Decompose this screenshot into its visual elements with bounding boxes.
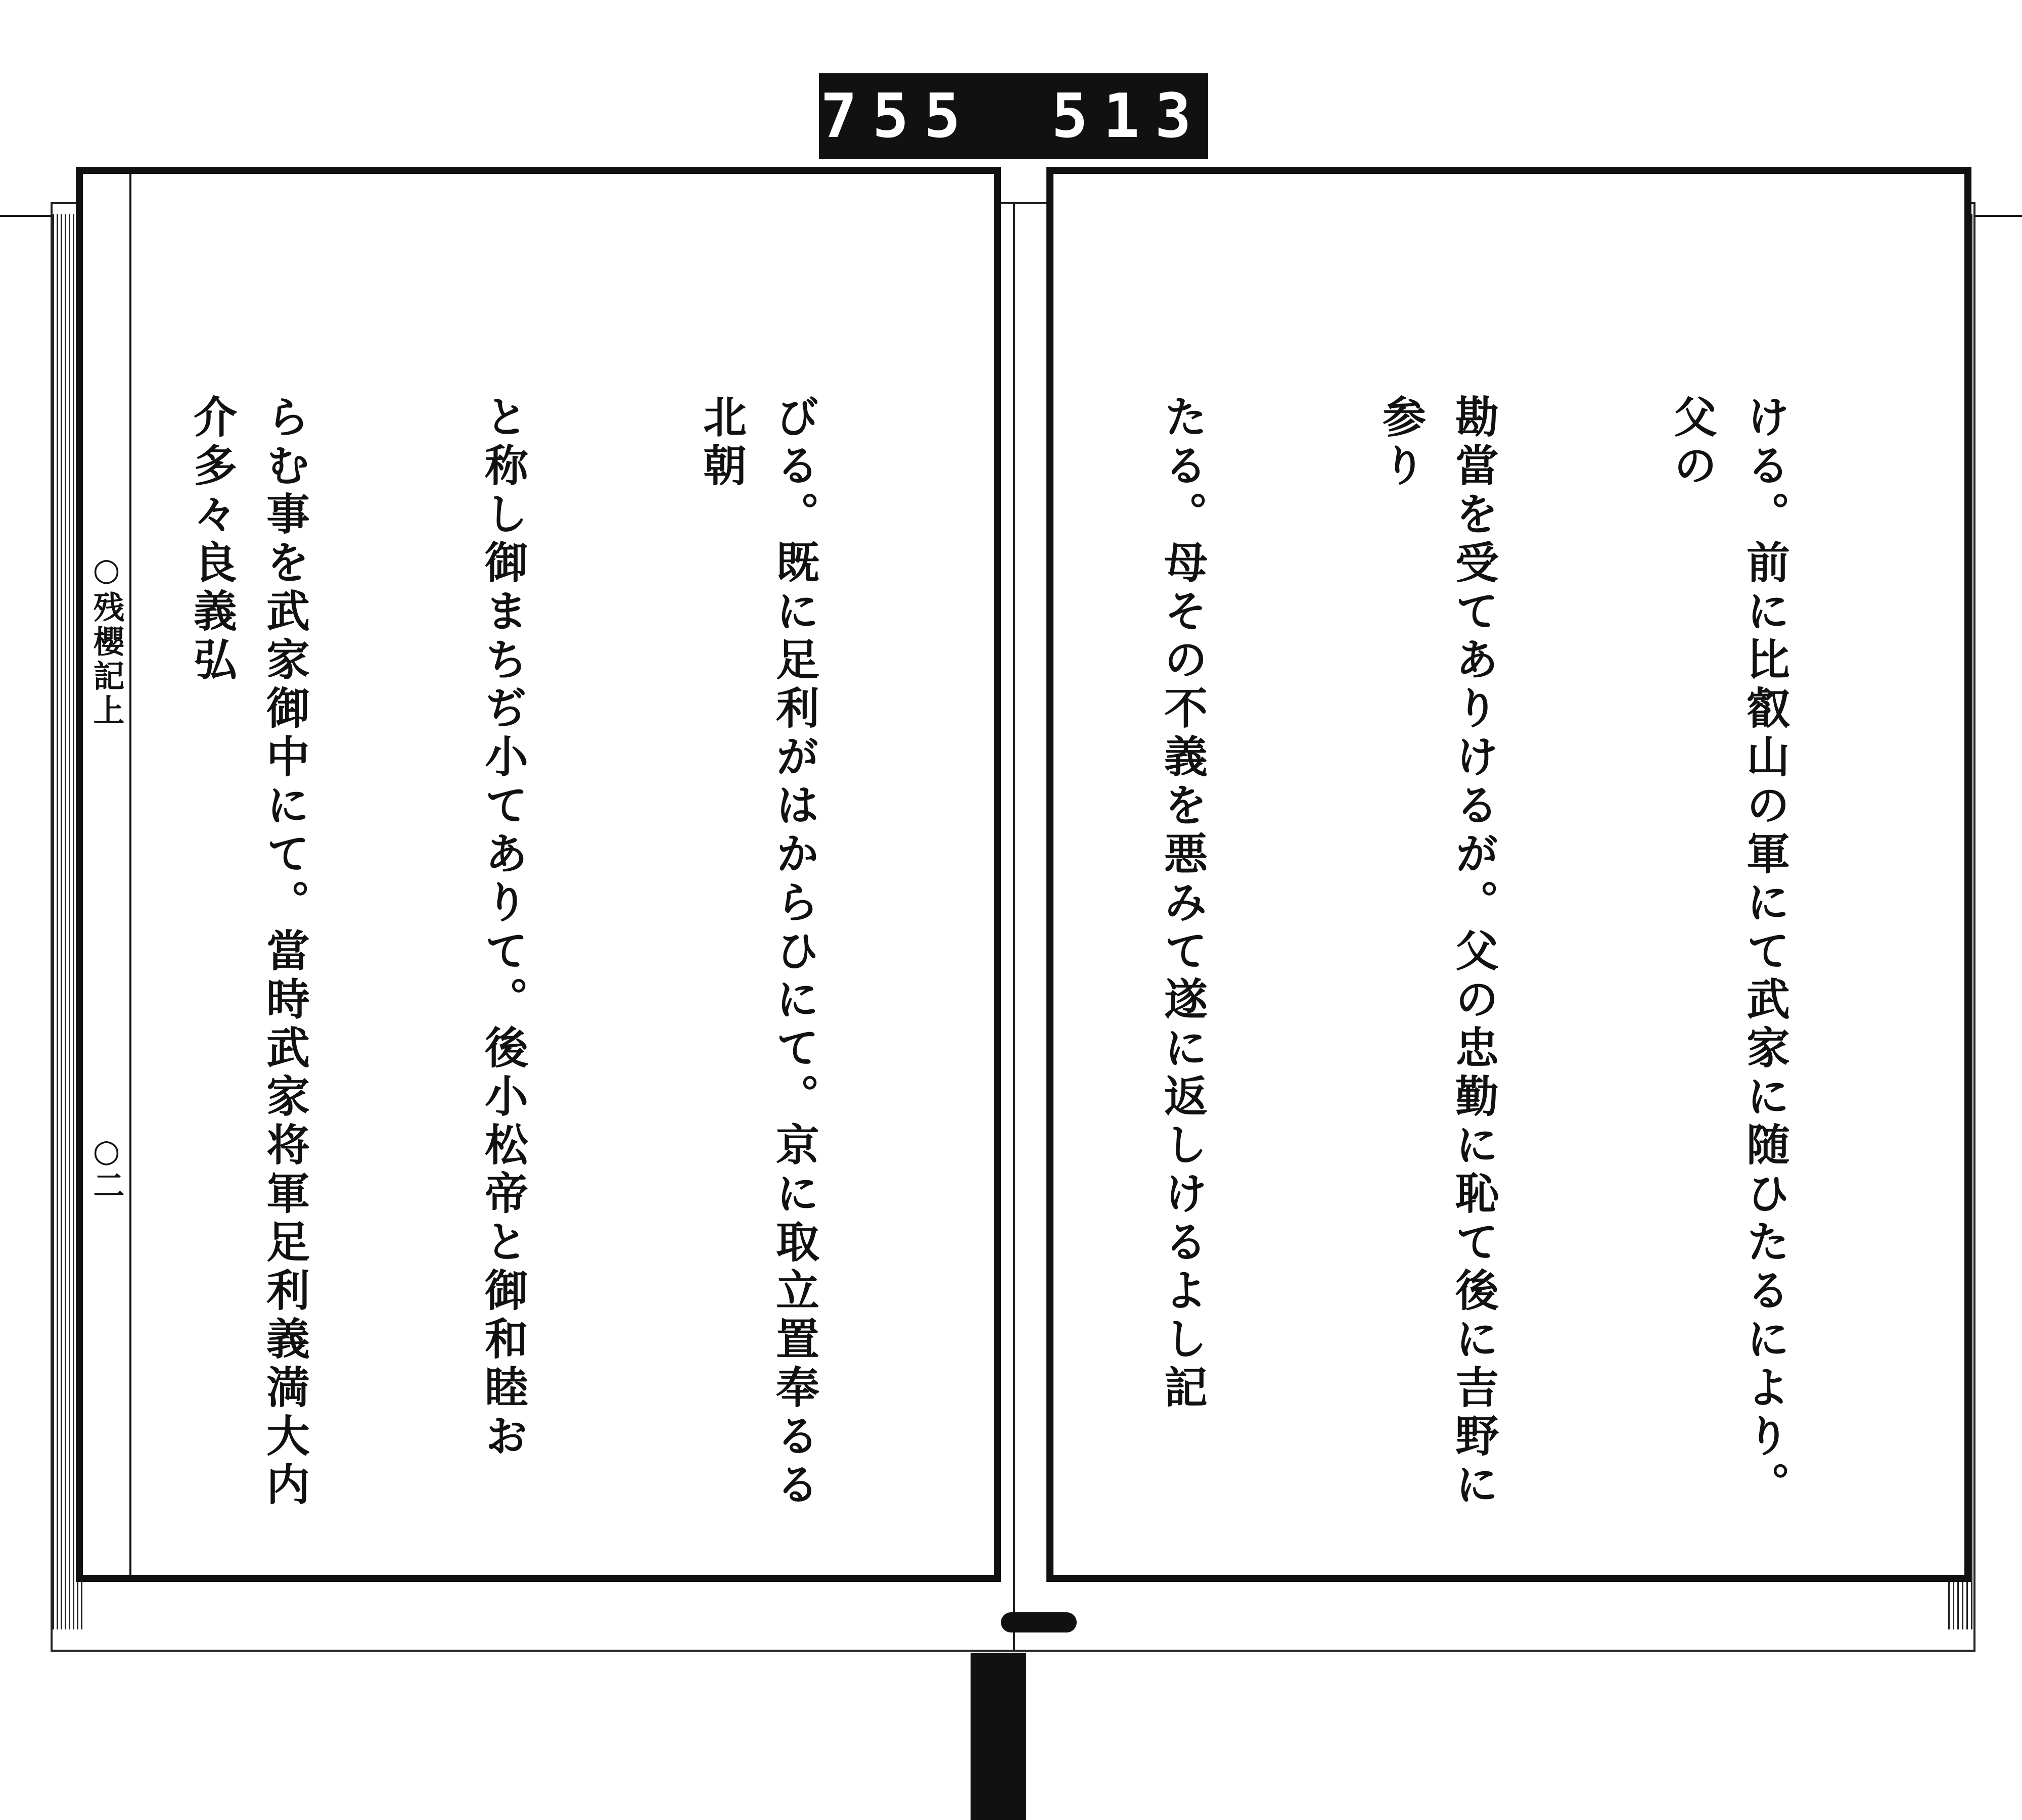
book-spine <box>1013 204 1015 1650</box>
call-number-label <box>819 73 1208 159</box>
text-line: ける。前に比叡山の軍にて武家に随ひたるにより。父の <box>1666 394 1790 1510</box>
call-number-right: 513 <box>1051 81 1207 152</box>
binding-clip <box>1001 1612 1077 1632</box>
text-line: らむ事を武家御中にて。當時武家将軍足利義満大内介多々良義弘 <box>186 394 310 1510</box>
right-page-text <box>1067 394 1946 1557</box>
text-line: 勘當を受てありけるが。父の忠勤に恥て後に吉野に参り <box>1375 394 1499 1510</box>
left-page-text <box>147 394 976 1557</box>
text-line: びる。既に足利がはからひにて。京に取立置奉るる北朝 <box>696 394 819 1510</box>
left-page-margin-column <box>76 167 131 1582</box>
scan-bottom-tab <box>971 1653 1026 1820</box>
page-number: ○二 <box>88 1132 125 1200</box>
running-title: ○残櫻記上 <box>88 551 125 728</box>
text-line: たる。母その不義を悪みて遂に返しけるよし記 <box>1157 394 1208 1413</box>
text-line: と称し御まちぢ小てありて。後小松帝と御和睦お <box>477 394 528 1462</box>
call-number-left: 755 <box>820 81 976 152</box>
